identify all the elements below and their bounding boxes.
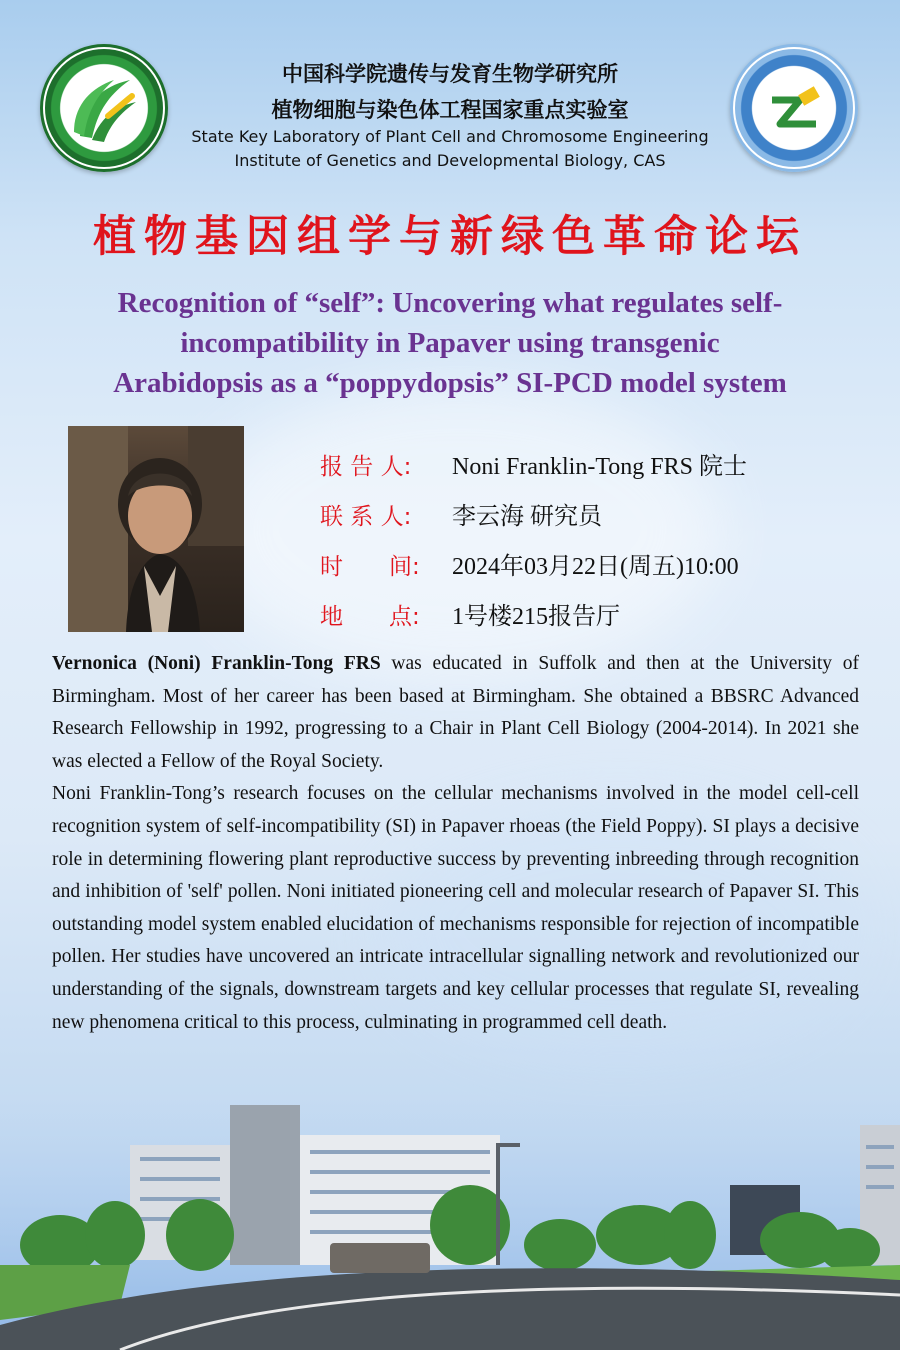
place-label: 地 点: [320,604,420,630]
talk-title-line: Arabidopsis as a “poppydopsis” SI-PCD model system [113,367,787,399]
bio-paragraph: Noni Franklin-Tong’s research focuses on the cellular mechanisms involved in the model cell-cell recognition system of self-incompatibility (SI) in Papaver rhoeas (the Field Poppy). SI plays a decisive role in determining flowering plant reproductive success by preventing inbreeding through recognition and inhibition of 'self' pollen. Noni initiated pioneering cell and molecular research of Papaver SI. This outstanding model system enabled elucidation of mechanisms responsible for rejection of incompatible pollen. Her studies have uncovered an intricate intracellular signalling network and revolutionized our understanding of the signals, downstream targets and key cellular processes that regulate SI, revealing new phenomena critical to this process, culminating in programmed cell death. [52,783,859,1033]
contact-row [320,496,602,531]
campus-panorama [0,1095,900,1350]
speaker-photo [68,426,244,632]
bio-text: was educated in Suffolk and then at the University of Birmingham. Most of her career has been based at Birmingham. She obtained a BBSRC Advanced Research Fellowship in 1992, progressing to a Chair in Plant Cell Biology (2004-2014). In 2021 she was elected a Fellow of the Royal Society. [52,653,859,772]
time-row [320,546,739,581]
lab-name-cn: 植物细胞与染色体工程国家重点实验室 [271,98,629,122]
speaker-row [320,446,747,481]
talk-title [40,283,860,403]
place-row [320,596,620,631]
lab-name-en: State Key Laboratory of Plant Cell and Chromosome Engineering [191,127,709,146]
place-value: 1号楼215报告厅 [452,604,620,630]
talk-title-line: Recognition of “self”: Uncovering what regulates self- [117,287,783,319]
time-value: 2024年03月22日(周五)10:00 [452,554,739,580]
state-key-lab-logo [40,44,168,172]
bio-paragraph [52,648,859,778]
contact-label: 联 系 人: [320,504,412,530]
speaker-bio [52,648,859,1039]
institute-name-cn: 中国科学院遗传与发育生物学研究所 [282,62,618,86]
forum-title: 植物基因组学与新绿色革命论坛 [93,212,807,262]
time-label: 时 间: [320,554,420,580]
talk-title-line: incompatibility in Papaver using transgenic [180,327,720,359]
bio-name: Vernonica (Noni) Franklin-Tong FRS [52,653,381,674]
speaker-label: 报 告 人: [320,454,412,480]
institute-logo [730,44,858,172]
contact-value: 李云海 研究员 [452,504,602,530]
speaker-value: Noni Franklin-Tong FRS 院士 [452,454,748,480]
institute-name-en: Institute of Genetics and Developmental Biology, CAS [234,151,666,170]
